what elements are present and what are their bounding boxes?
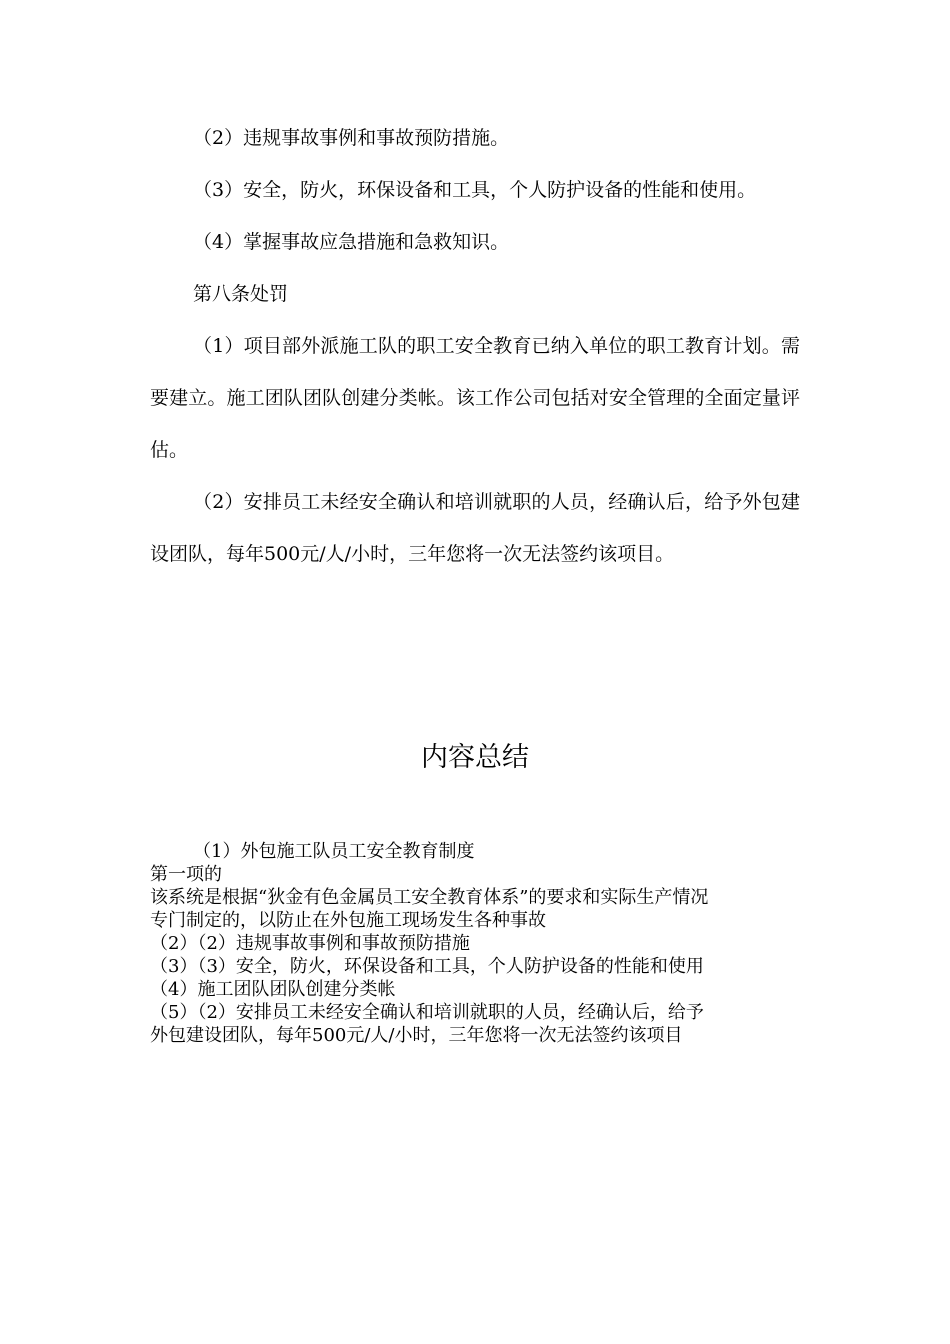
summary-line: （2）（2）违规事故事例和事故预防措施 bbox=[150, 933, 470, 954]
paragraph-penalty-1: （1）项目部外派施工队的职工安全教育已纳入单位的职工教育计划。需要建立。施工团队团队创建分类帐。该工作公司包括对安全管理的全面定量评估。 bbox=[150, 335, 800, 461]
article-eight-heading: 第八条处罚 bbox=[193, 283, 289, 305]
paragraph-penalty-2: （2）安排员工未经安全确认和培训就职的人员，经确认后，给予外包建设团队，每年500元/人/小时，三年您将一次无法签约该项目。 bbox=[150, 491, 800, 565]
summary-line: 第一项的 bbox=[150, 864, 222, 885]
summary-line: （5）（2）安排员工未经安全确认和培训就职的人员，经确认后，给予 bbox=[150, 1002, 704, 1023]
summary-line: 该系统是根据“狄金有色金属员工安全教育体系”的要求和实际生产情况 bbox=[150, 887, 709, 908]
summary-line: （3）（3）安全，防火，环保设备和工具，个人防护设备的性能和使用 bbox=[150, 956, 704, 977]
paragraph-safety-equipment: （3）安全，防火，环保设备和工具，个人防护设备的性能和使用。 bbox=[193, 179, 757, 201]
summary-title: 内容总结 bbox=[421, 742, 529, 773]
summary-list bbox=[150, 840, 800, 1047]
summary-line: （4）施工团队团队创建分类帐 bbox=[150, 979, 396, 1000]
paragraph-violation-cases: （2）违规事故事例和事故预防措施。 bbox=[193, 127, 510, 149]
summary-line: 专门制定的，以防止在外包施工现场发生各种事故 bbox=[150, 910, 546, 931]
summary-line: 外包建设团队，每年500元/人/小时，三年您将一次无法签约该项目 bbox=[150, 1025, 683, 1046]
summary-line: （1）外包施工队员工安全教育制度 bbox=[193, 841, 475, 862]
body-text bbox=[150, 112, 800, 580]
paragraph-emergency-measures: （4）掌握事故应急措施和急救知识。 bbox=[193, 231, 510, 253]
